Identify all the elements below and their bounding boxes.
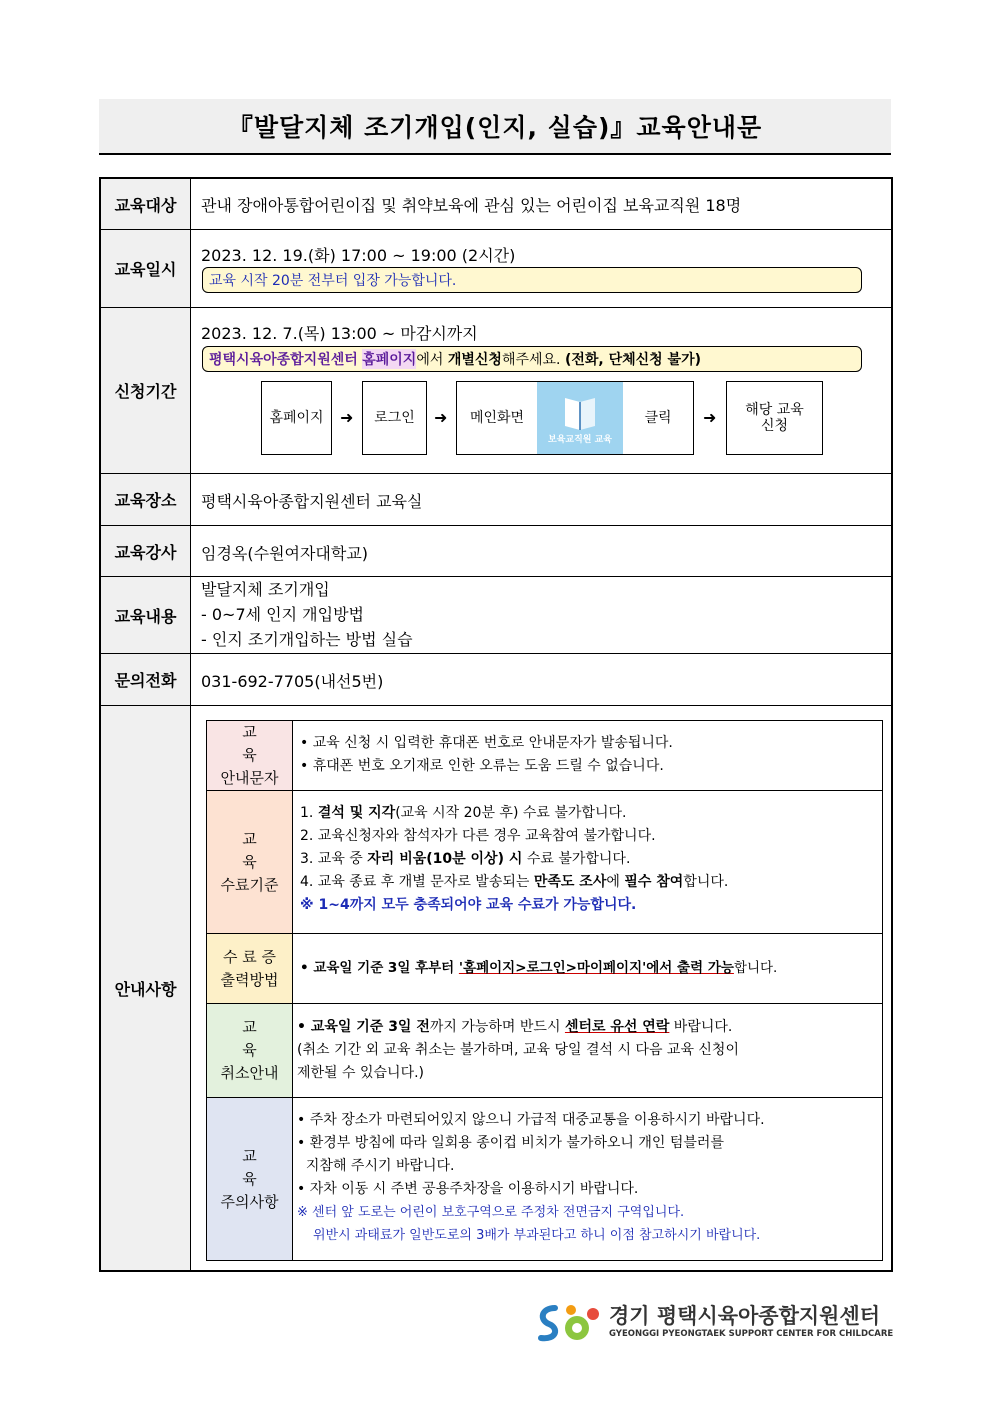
guide-text: • 교육일 기준 3일 후부터 '홈페이지>로그인>마이페이지'에서 출력 가능합니다. bbox=[300, 960, 778, 976]
row-phone bbox=[101, 654, 891, 706]
guide-text: • 교육 신청 시 입력한 휴대폰 번호로 안내문자가 발송됩니다. • 휴대폰 번호 오기재로 인한 오류는 도움 드릴 수 없습니다. bbox=[300, 735, 673, 774]
click-label: 클릭 bbox=[644, 410, 672, 426]
row-label: 교육강사 bbox=[101, 526, 191, 576]
flow-step-login: 로그인 bbox=[362, 381, 427, 455]
flow-step-apply: 해당 교육 신청 bbox=[726, 381, 823, 455]
row-label: 교육장소 bbox=[101, 474, 191, 525]
row-guide bbox=[101, 706, 891, 1270]
row-date bbox=[101, 230, 891, 308]
guide-text: • 교육일 기준 3일 전까지 가능하며 반드시 센터로 유선 연락 바랍니다. (취소 기간 외 교육 취소는 불가하며, 교육 당일 결석 시 다음 교육 신청이 제한될 수 있습니다.) bbox=[297, 1019, 739, 1081]
apply-note: 평택시육아종합지원센터 홈페이지 에서 개별신청 해주세요. (전화, 단체신청 불가) bbox=[202, 346, 862, 372]
row-label: 문의전화 bbox=[101, 654, 191, 705]
guide-caution bbox=[207, 1098, 882, 1260]
flow-step-homepage: 홈페이지 bbox=[261, 381, 332, 455]
row-content bbox=[101, 577, 891, 654]
arrow-icon: ➜ bbox=[703, 408, 717, 427]
arrow-icon: ➜ bbox=[340, 408, 354, 427]
row-apply bbox=[101, 308, 891, 474]
page-title: 『발달지체 조기개입(인지, 실습)』교육안내문 bbox=[99, 99, 891, 155]
arrow-icon: ➜ bbox=[434, 408, 448, 427]
guide-certificate bbox=[207, 934, 882, 1004]
row-label: 교육내용 bbox=[101, 577, 191, 653]
main-screen-label: 메인화면 bbox=[469, 410, 525, 426]
target-value: 관내 장애아통합어린이집 및 취약보육에 관심 있는 어린이집 보육교직원 18명 bbox=[201, 196, 742, 215]
content-value: 발달지체 조기개입 - 0~7세 인지 개입방법 - 인지 조기개입하는 방법 실습 bbox=[201, 580, 413, 649]
guide-text: 1. 결석 및 지각(교육 시작 20분 후) 수료 불가합니다. 2. 교육신청자와 참석자가 다른 경우 교육참여 불가합니다. 3. 교육 중 자리 비움(10분 이상) 시 수료 불가합니다. 4. 교육 종료 후 개별 문자로 발송되는 만족도 조사에 필수 참여합니다. ※ 1~4까지 모두 충족되어야 교육 수료가 가능합니다. bbox=[300, 805, 729, 913]
flow-step-main bbox=[456, 381, 694, 455]
book-banner bbox=[537, 382, 623, 454]
phone-value: 031-692-7705(내선5번) bbox=[201, 672, 384, 691]
book-caption: 보육교직원 교육 bbox=[548, 435, 612, 445]
guide-label: 교 육 수료기준 bbox=[207, 791, 293, 933]
guide-text: • 주차 장소가 마련되어있지 않으니 가급적 대중교통을 이용하시기 바랍니다. • 환경부 방침에 따라 일회용 종이컵 비치가 불가하오니 개인 텀블러를 지참해 주시기 바랍니다. • 자차 이동 시 주변 공용주차장을 이용하시기 바랍니다. ※ 센터 앞 도로는 어린이 보호구역으로 주정차 전면금지 구역입니다. 위반시 과태료가 일반도로의 3배가 부과된다고 하니 이점 참고하시기 바랍니다. bbox=[297, 1112, 765, 1243]
place-value: 평택시육아종합지원센터 교육실 bbox=[201, 492, 423, 511]
guide-completion bbox=[207, 791, 882, 934]
row-label: 신청기간 bbox=[101, 308, 191, 473]
guide-sms bbox=[207, 721, 882, 791]
date-value: 2023. 12. 19.(화) 17:00 ~ 19:00 (2시간) bbox=[201, 246, 516, 265]
guide-label: 수 료 증 출력방법 bbox=[207, 934, 293, 1003]
center-logo-icon bbox=[533, 1300, 605, 1346]
book-icon bbox=[537, 388, 623, 438]
row-label: 교육일시 bbox=[101, 230, 191, 307]
lecturer-value: 임경옥(수원여자대학교) bbox=[201, 544, 369, 563]
apply-period: 2023. 12. 7.(목) 13:00 ~ 마감시까지 bbox=[201, 324, 478, 343]
center-logo bbox=[533, 1300, 893, 1346]
guide-label: 교 육 주의사항 bbox=[207, 1098, 293, 1260]
guide-label: 교 육 안내문자 bbox=[207, 721, 293, 790]
guide-label: 교 육 취소안내 bbox=[207, 1004, 293, 1097]
row-place bbox=[101, 474, 891, 526]
entry-note: 교육 시작 20분 전부터 입장 가능합니다. bbox=[202, 267, 862, 293]
row-label: 안내사항 bbox=[101, 706, 191, 1270]
row-label: 교육대상 bbox=[101, 179, 191, 229]
row-lecturer bbox=[101, 526, 891, 577]
info-table bbox=[99, 177, 893, 1272]
center-name: 경기 평택시육아종합지원센터 bbox=[609, 1304, 881, 1328]
row-target bbox=[101, 179, 891, 230]
guide-cancel bbox=[207, 1004, 882, 1098]
guide-table bbox=[206, 720, 883, 1261]
center-name-en: GYEONGGI PYEONGTAEK SUPPORT CENTER FOR CHILDCARE bbox=[609, 1329, 894, 1339]
